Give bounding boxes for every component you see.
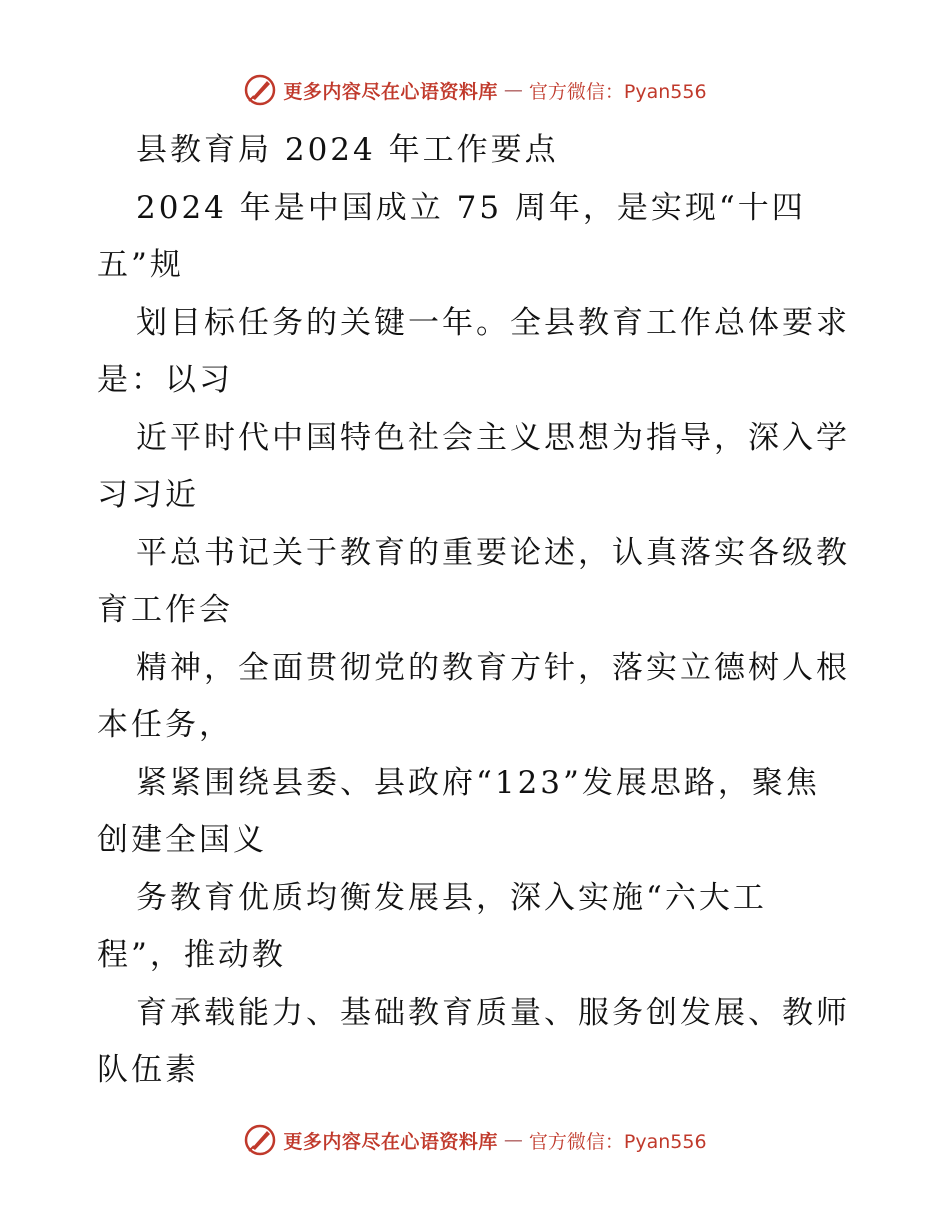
paragraph-line: 育承载能力、基础教育质量、服务创发展、教师 [136, 994, 850, 1031]
paragraph-line: 紧紧围绕县委、县政府“123”发展思路，聚焦 [136, 764, 820, 801]
watermark-separator: — [503, 1129, 523, 1151]
quill-seal-icon [243, 1123, 277, 1157]
quill-seal-icon [243, 73, 277, 107]
watermark-header [0, 70, 950, 110]
paragraph-line: 程”，推动教 [97, 937, 286, 973]
watermark-text: 更多内容尽在心语资料库 [283, 1130, 498, 1153]
document-title: 县教育局 2024 年工作要点 [136, 132, 559, 168]
paragraph-line: 育工作会 [97, 592, 233, 628]
document-body [97, 122, 857, 1100]
paragraph-line: 本任务， [97, 707, 233, 743]
watermark-text: 更多内容尽在心语资料库 [283, 80, 498, 103]
paragraph-line: 划目标任务的关键一年。全县教育工作总体要求 [136, 304, 850, 341]
paragraph-line: 队伍素 [97, 1052, 199, 1088]
paragraph-line: 2024 年是中国成立 75 周年，是实现“十四 [136, 189, 806, 226]
paragraph-line: 是：以习 [97, 362, 233, 398]
watermark-contact: 官方微信：Pyan556 [528, 1130, 707, 1153]
watermark-contact: 官方微信：Pyan556 [528, 80, 707, 103]
watermark-separator: — [503, 79, 523, 101]
watermark-footer [0, 1120, 950, 1160]
paragraph-line: 精神，全面贯彻党的教育方针，落实立德树人根 [136, 649, 850, 686]
paragraph-line: 创建全国义 [97, 822, 267, 858]
paragraph-line: 近平时代中国特色社会主义思想为指导，深入学 [136, 419, 850, 456]
paragraph-line: 五”规 [97, 247, 184, 283]
paragraph-line: 习习近 [97, 477, 199, 513]
paragraph-line: 务教育优质均衡发展县，深入实施“六大工 [136, 879, 767, 916]
paragraph-line: 平总书记关于教育的重要论述，认真落实各级教 [136, 534, 850, 571]
